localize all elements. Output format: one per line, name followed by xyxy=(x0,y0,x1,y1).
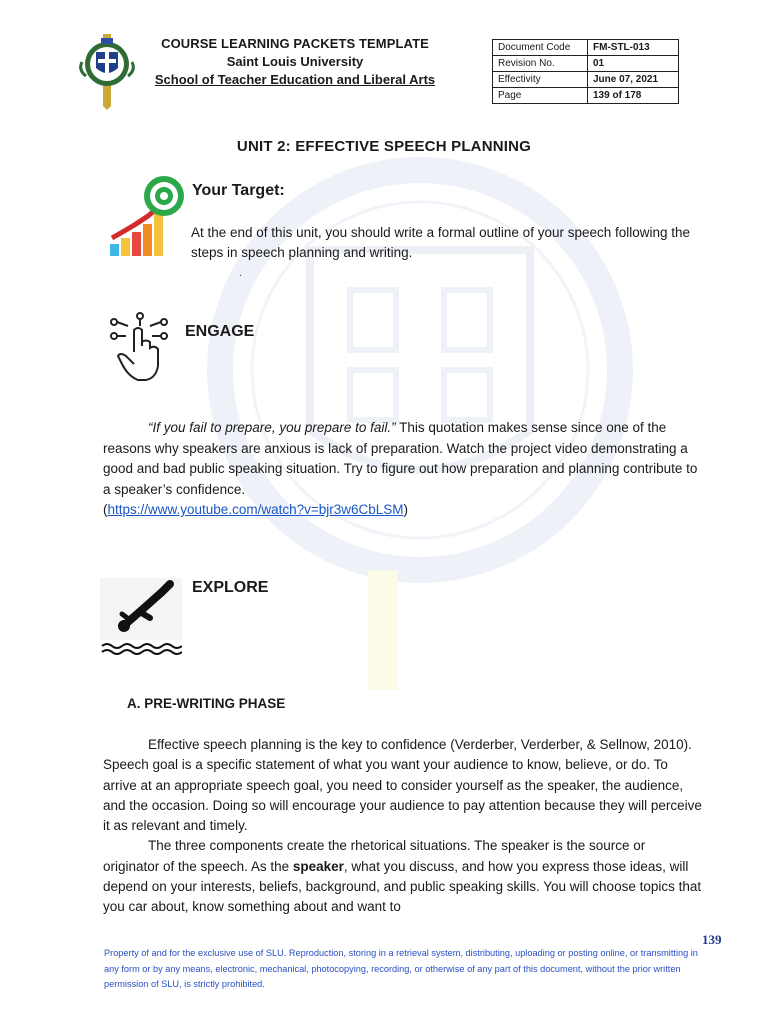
table-row xyxy=(493,56,679,72)
diver-icon xyxy=(100,578,182,658)
paragraph-1: Effective speech planning is the key to confidence (Verderber, Verderber, & Sellnow, 2010). Speech goal is a specific statement of what you want your audience to know, believe, or do. To arrive at an appropriate speech goal, you need to consider yourself as the speaker, the audience, and the occasion. Doing so will encourage your audience to pay attention because they will perceive it as relevant and timely. xyxy=(103,737,702,834)
page-number: 139 xyxy=(702,932,722,947)
header-block xyxy=(150,35,440,89)
document-info-table xyxy=(492,39,679,104)
table-row xyxy=(493,40,679,56)
unit-title: UNIT 2: EFFECTIVE SPEECH PLANNING xyxy=(236,138,532,155)
engage-heading: ENGAGE xyxy=(185,323,255,340)
target-growth-icon xyxy=(106,174,188,260)
explore-body xyxy=(103,735,703,918)
link-paren-close: ) xyxy=(403,502,409,517)
your-target-heading: Your Target: xyxy=(192,182,285,199)
engage-text: This quotation makes sense since one of the reasons why speakers are anxious is lack of preparation. Watch the project video demonstrating a good and bad public speaking situation. Try to figure out how preparation and planning contribute to a speaker’s confidence. xyxy=(103,420,698,497)
explore-heading: EXPLORE xyxy=(192,579,269,596)
university-logo xyxy=(74,30,140,110)
school-name: School of Teacher Education and Liberal Arts xyxy=(154,72,436,87)
watermark-seal xyxy=(200,130,640,690)
revision-label: Revision No. xyxy=(493,56,588,72)
page-label: Page xyxy=(493,88,588,104)
engage-paragraph xyxy=(103,418,703,521)
template-title: COURSE LEARNING PACKETS TEMPLATE xyxy=(161,36,429,51)
effectivity-label: Effectivity xyxy=(493,72,588,88)
touch-hand-icon xyxy=(108,312,170,382)
copyright-footer: Property of and for the exclusive use of SLU. Reproduction, storing in a retrieval system, distributing, uploading or posting online, or transmitting in any form or by any means, electronic, mechanical, photocopying, recording, or otherwise of any part of this document, without the prior written permission of SLU, is strictly prohibited. xyxy=(104,948,698,989)
pre-writing-heading: A. PRE-WRITING PHASE xyxy=(127,696,286,711)
speaker-bold: speaker xyxy=(292,858,344,874)
engage-quote: “If you fail to prepare, you prepare to fail.” xyxy=(148,420,396,435)
paragraph-2-start: The three components create the rhetorical situations. The speaker is the source or originator of the speech. As the xyxy=(103,838,646,874)
revision-value: 01 xyxy=(588,56,679,72)
page-value: 139 of 178 xyxy=(588,88,679,104)
paragraph-2-end: , what you discuss, and how you express those ideas, will depend on your interests, beliefs, background, and public speaking skills. You will choose topics that you car about, know something about and want to xyxy=(103,858,702,915)
doc-code-label: Document Code xyxy=(493,40,588,56)
university-name: Saint Louis University xyxy=(226,54,364,69)
effectivity-value: June 07, 2021 xyxy=(588,72,679,88)
target-text: At the end of this unit, you should write a formal outline of your speech following the steps in speech planning and writing. xyxy=(191,225,691,260)
paragraph-2 xyxy=(103,836,703,917)
link-paren-open: ( xyxy=(103,502,108,517)
table-row xyxy=(493,88,679,104)
table-row xyxy=(493,72,679,88)
stray-dot: . xyxy=(239,268,242,279)
doc-code-value: FM-STL-013 xyxy=(588,40,679,56)
video-link[interactable]: https://www.youtube.com/watch?v=bjr3w6CbLSM xyxy=(107,502,404,517)
